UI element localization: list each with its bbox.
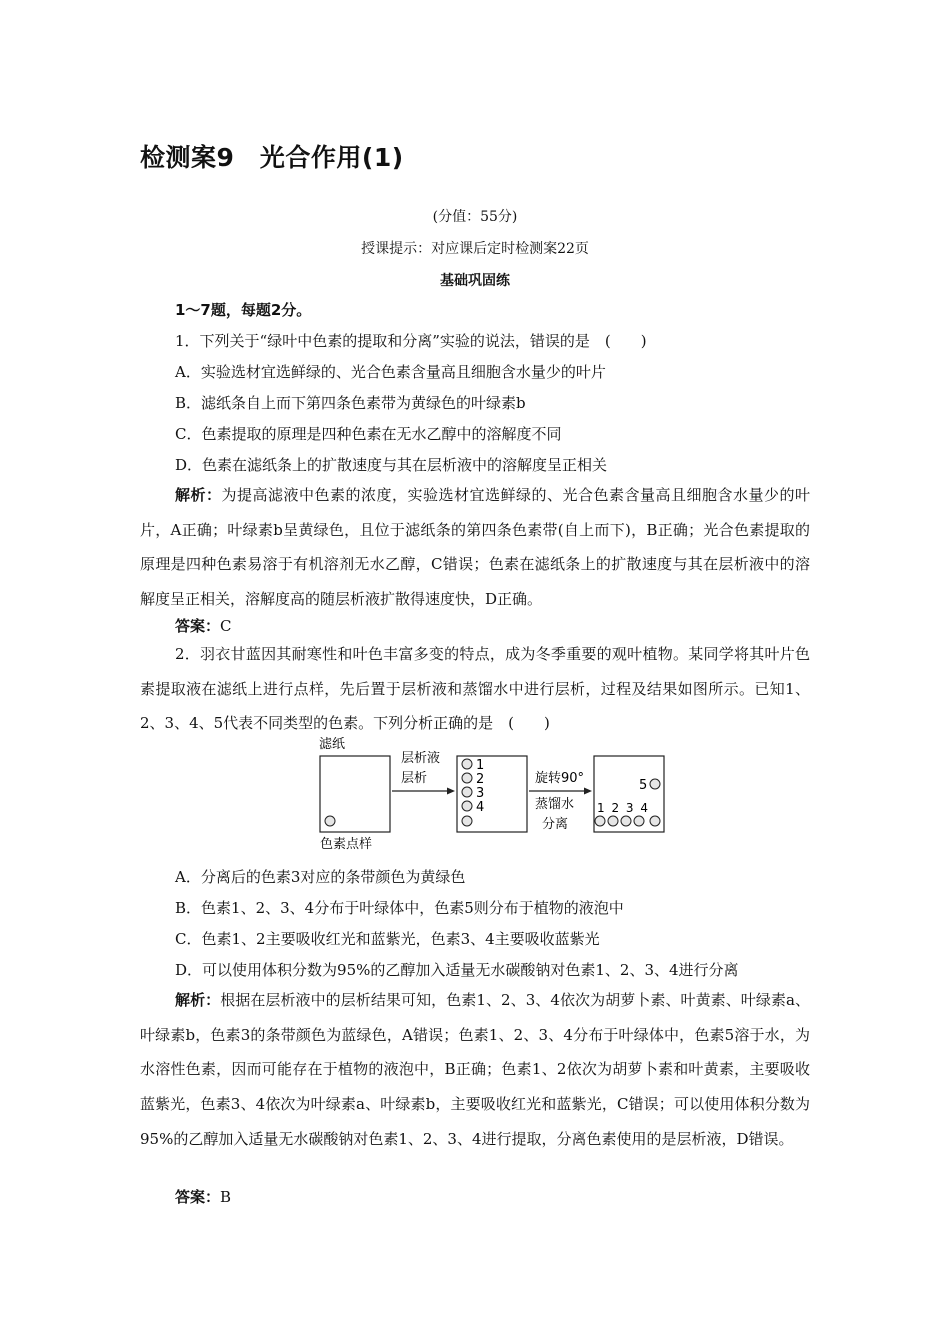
fig-spot-five bbox=[650, 779, 660, 789]
fig-spot-label-1: 1 bbox=[476, 758, 485, 773]
q2-option-c: C．色素1、2主要吸收红光和蓝紫光，色素3、4主要吸收蓝紫光 bbox=[175, 930, 600, 948]
fig-step2-line1: 旋转90° bbox=[535, 771, 585, 786]
chromatography-figure bbox=[317, 732, 672, 852]
q1-option-b: B．滤纸条自上而下第四条色素带为黄绿色的叶绿素b bbox=[175, 394, 526, 412]
fig-step1-line1: 层析液 bbox=[401, 751, 441, 766]
q1-answer-value: C bbox=[220, 617, 232, 635]
q1-analysis-text: 为提高滤液中色素的浓度，实验选材宜选鲜绿的、光合色素含量高且细胞含水量少的叶片，A正确；叶绿素b呈黄绿色，且位于滤纸条的第四条色素带(自上而下)，B正确；光合色素提取的原理是四种色素易溶于有机溶剂无水乙醇，C错误；色素在滤纸条上的扩散速度与其在层析液中的溶解度呈正相关，溶解度高的随层析液扩散得速度快，D正确。 bbox=[140, 486, 810, 609]
fig-spot-label-3: 3 bbox=[476, 786, 485, 801]
instruction: 1～7题，每题2分。 bbox=[175, 301, 312, 319]
fig-arrowhead-1 bbox=[447, 788, 455, 795]
fig-spot-h1 bbox=[595, 816, 605, 826]
fig-label-spot: 色素点样 bbox=[320, 837, 373, 852]
q1-analysis-label: 解析： bbox=[175, 486, 222, 504]
q2-option-a: A．分离后的色素3对应的条带颜色为黄绿色 bbox=[175, 868, 466, 886]
q2-answer-value: B bbox=[220, 1188, 232, 1206]
q1-option-a: A．实验选材宜选鲜绿的、光合色素含量高且细胞含水量少的叶片 bbox=[175, 363, 606, 381]
q2-answer-label: 答案： bbox=[175, 1188, 221, 1206]
section-heading: 基础巩固练 bbox=[440, 273, 510, 289]
fig-step2-line2: 蒸馏水 bbox=[535, 797, 575, 812]
fig-spot-label-4: 4 bbox=[476, 800, 485, 815]
page-title: 检测案9 光合作用(1) bbox=[140, 143, 404, 172]
fig-sample-spot bbox=[325, 816, 335, 826]
q1-answer-label: 答案： bbox=[175, 617, 221, 635]
q2-analysis-text: 根据在层析液中的层析结果可知，色素1、2、3、4依次为胡萝卜素、叶黄素、叶绿素a、叶绿素b，色素3的条带颜色为蓝绿色，A错误；色素1、2、3、4分布于叶绿体中，色素5溶于水，为水溶性色素，因而可能存在于植物的液泡中，B正确；色素1、2依次为胡萝卜素和叶黄素，主要吸收蓝紫光，色素3、4依次为叶绿素a、叶绿素b，主要吸收红光和蓝紫光，C错误；可以使用体积分数为95%的乙醇加入适量无水碳酸钠对色素1、2、3、4进行提取，分离色素使用的是层析液，D错误。 bbox=[140, 991, 810, 1148]
fig-spot-h4 bbox=[634, 816, 644, 826]
fig-spot-v2 bbox=[462, 773, 472, 783]
q2-answer bbox=[175, 1186, 231, 1207]
q1-option-c: C．色素提取的原理是四种色素在无水乙醇中的溶解度不同 bbox=[175, 425, 562, 443]
fig-spot-v3 bbox=[462, 787, 472, 797]
fig-spot-label-2: 2 bbox=[476, 772, 485, 787]
q1-option-d: D．色素在滤纸条上的扩散速度与其在层析液中的溶解度呈正相关 bbox=[175, 456, 608, 474]
q1-analysis bbox=[140, 478, 810, 617]
fig-arrowhead-2 bbox=[584, 788, 592, 795]
fig-step2-line3: 分离 bbox=[542, 817, 569, 832]
teaching-hint: 授课提示：对应课后定时检测案22页 bbox=[361, 241, 589, 257]
q2-stem: 2．羽衣甘蓝因其耐寒性和叶色丰富多变的特点，成为冬季重要的观叶植物。某同学将其叶片色素提取液在滤纸上进行点样，先后置于层析液和蒸馏水中进行层析，过程及结果如图所示。已知1、2、3、4、5代表不同类型的色素。下列分析正确的是 ( ) bbox=[140, 645, 810, 733]
q2-option-d: D．可以使用体积分数为95%的乙醇加入适量无水碳酸钠对色素1、2、3、4进行分离 bbox=[175, 961, 739, 979]
fig-spot-h5 bbox=[650, 816, 660, 826]
q2-analysis-label: 解析： bbox=[175, 991, 221, 1009]
q1-stem: 1．下列关于“绿叶中色素的提取和分离”实验的说法，错误的是 ( ) bbox=[175, 332, 647, 350]
fig-label-filter-paper: 滤纸 bbox=[319, 737, 346, 752]
q1-answer bbox=[175, 615, 232, 636]
fig-spot-five-label: 5 bbox=[639, 778, 648, 793]
q2-option-b: B．色素1、2、3、4分布于叶绿体中，色素5则分布于植物的液泡中 bbox=[175, 899, 624, 917]
fig-spot-v1 bbox=[462, 759, 472, 769]
q2-analysis bbox=[140, 983, 810, 1157]
fig-bottom-labels: 1 2 3 4 bbox=[597, 801, 650, 815]
fig-spot-h3 bbox=[621, 816, 631, 826]
fig-step1-line2: 层析 bbox=[401, 771, 428, 786]
fig-spot-h2 bbox=[608, 816, 618, 826]
fig-spot-v4 bbox=[462, 801, 472, 811]
fig-spot-v5 bbox=[462, 816, 472, 826]
score-note: (分值：55分) bbox=[432, 209, 518, 225]
